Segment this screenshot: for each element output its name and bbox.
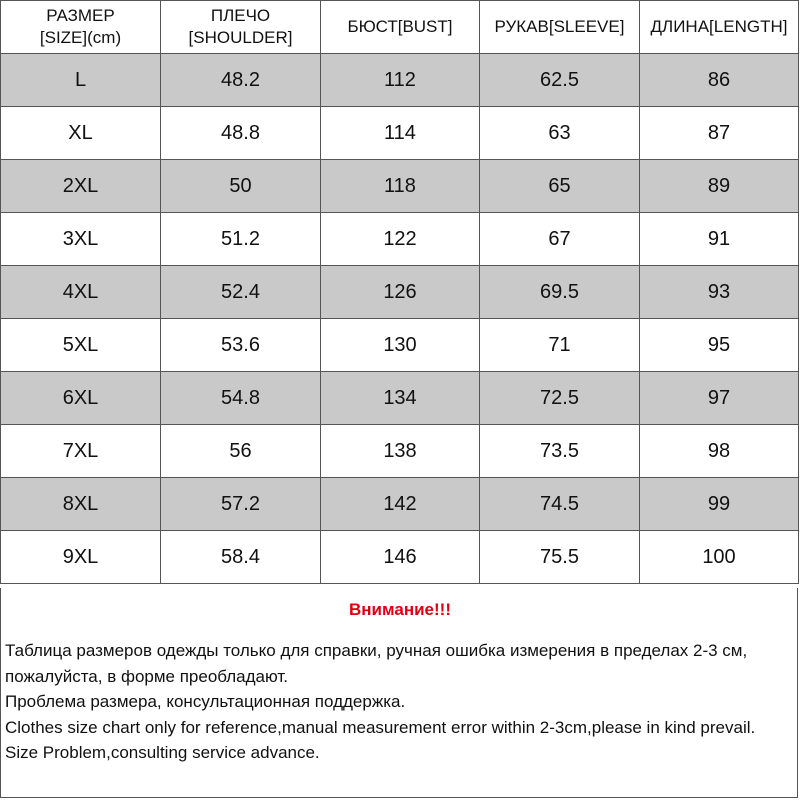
- cell-sleeve: 62.5: [480, 54, 640, 107]
- table-row: [1, 266, 799, 319]
- cell-bust: 146: [321, 531, 480, 584]
- cell-shoulder: 54.8: [161, 372, 321, 425]
- cell-length: 86: [640, 54, 799, 107]
- cell-bust: 112: [321, 54, 480, 107]
- cell-shoulder: 48.2: [161, 54, 321, 107]
- cell-bust: 122: [321, 213, 480, 266]
- cell-size: XL: [1, 107, 161, 160]
- table-row: [1, 478, 799, 531]
- header-shoulder-line1: ПЛЕЧО: [210, 6, 271, 25]
- cell-size: 8XL: [1, 478, 161, 531]
- cell-shoulder: 52.4: [161, 266, 321, 319]
- cell-sleeve: 72.5: [480, 372, 640, 425]
- note-line-ru-1: Таблица размеров одежды только для справки, ручная ошибка измерения в пределах 2-3 см, пожалуйста, в форме преобладают.: [5, 641, 748, 686]
- cell-size: 3XL: [1, 213, 161, 266]
- table-row: [1, 54, 799, 107]
- cell-length: 99: [640, 478, 799, 531]
- notes-text: [5, 638, 795, 766]
- cell-length: 100: [640, 531, 799, 584]
- cell-bust: 142: [321, 478, 480, 531]
- cell-size: 4XL: [1, 266, 161, 319]
- cell-sleeve: 67: [480, 213, 640, 266]
- cell-size: 7XL: [1, 425, 161, 478]
- cell-bust: 126: [321, 266, 480, 319]
- header-sleeve-label: РУКАВ[SLEEVE]: [494, 17, 625, 36]
- cell-size: L: [1, 54, 161, 107]
- cell-shoulder: 56: [161, 425, 321, 478]
- table-body: [1, 54, 799, 584]
- table-row: [1, 531, 799, 584]
- header-length-label: ДЛИНА[LENGTH]: [650, 17, 788, 36]
- header-sleeve: [480, 1, 640, 54]
- cell-sleeve: 74.5: [480, 478, 640, 531]
- cell-shoulder: 58.4: [161, 531, 321, 584]
- warning-title: Внимание!!!: [349, 600, 451, 619]
- cell-length: 98: [640, 425, 799, 478]
- header-row: [1, 1, 799, 54]
- notes-box: [0, 588, 798, 798]
- cell-length: 89: [640, 160, 799, 213]
- table-row: [1, 160, 799, 213]
- cell-size: 2XL: [1, 160, 161, 213]
- cell-sleeve: 75.5: [480, 531, 640, 584]
- cell-sleeve: 65: [480, 160, 640, 213]
- cell-bust: 138: [321, 425, 480, 478]
- cell-sleeve: 71: [480, 319, 640, 372]
- header-size-line2: [SIZE](cm): [39, 28, 122, 47]
- note-line-ru-2: Проблема размера, консультационная поддержка.: [5, 692, 406, 711]
- header-shoulder-line2: [SHOULDER]: [188, 28, 293, 47]
- cell-length: 87: [640, 107, 799, 160]
- table-row: [1, 213, 799, 266]
- cell-shoulder: 53.6: [161, 319, 321, 372]
- cell-length: 97: [640, 372, 799, 425]
- table-row: [1, 372, 799, 425]
- cell-size: 5XL: [1, 319, 161, 372]
- cell-sleeve: 63: [480, 107, 640, 160]
- header-size-line1: РАЗМЕР: [46, 6, 115, 25]
- note-line-en-2: Size Problem,consulting service advance.: [5, 743, 320, 762]
- cell-bust: 118: [321, 160, 480, 213]
- cell-shoulder: 57.2: [161, 478, 321, 531]
- header-bust: [321, 1, 480, 54]
- table-row: [1, 107, 799, 160]
- header-bust-label: БЮСТ[BUST]: [347, 17, 453, 36]
- header-shoulder: [161, 1, 321, 54]
- cell-length: 93: [640, 266, 799, 319]
- cell-sleeve: 69.5: [480, 266, 640, 319]
- cell-shoulder: 51.2: [161, 213, 321, 266]
- header-size: [1, 1, 161, 54]
- cell-bust: 134: [321, 372, 480, 425]
- cell-size: 9XL: [1, 531, 161, 584]
- cell-shoulder: 50: [161, 160, 321, 213]
- cell-sleeve: 73.5: [480, 425, 640, 478]
- note-line-en-1: Clothes size chart only for reference,manual measurement error within 2-3cm,please in kind prevail.: [5, 717, 756, 737]
- table-row: [1, 425, 799, 478]
- cell-length: 95: [640, 319, 799, 372]
- header-length: [640, 1, 799, 54]
- cell-length: 91: [640, 213, 799, 266]
- table-row: [1, 319, 799, 372]
- cell-shoulder: 48.8: [161, 107, 321, 160]
- cell-bust: 130: [321, 319, 480, 372]
- cell-bust: 114: [321, 107, 480, 160]
- cell-size: 6XL: [1, 372, 161, 425]
